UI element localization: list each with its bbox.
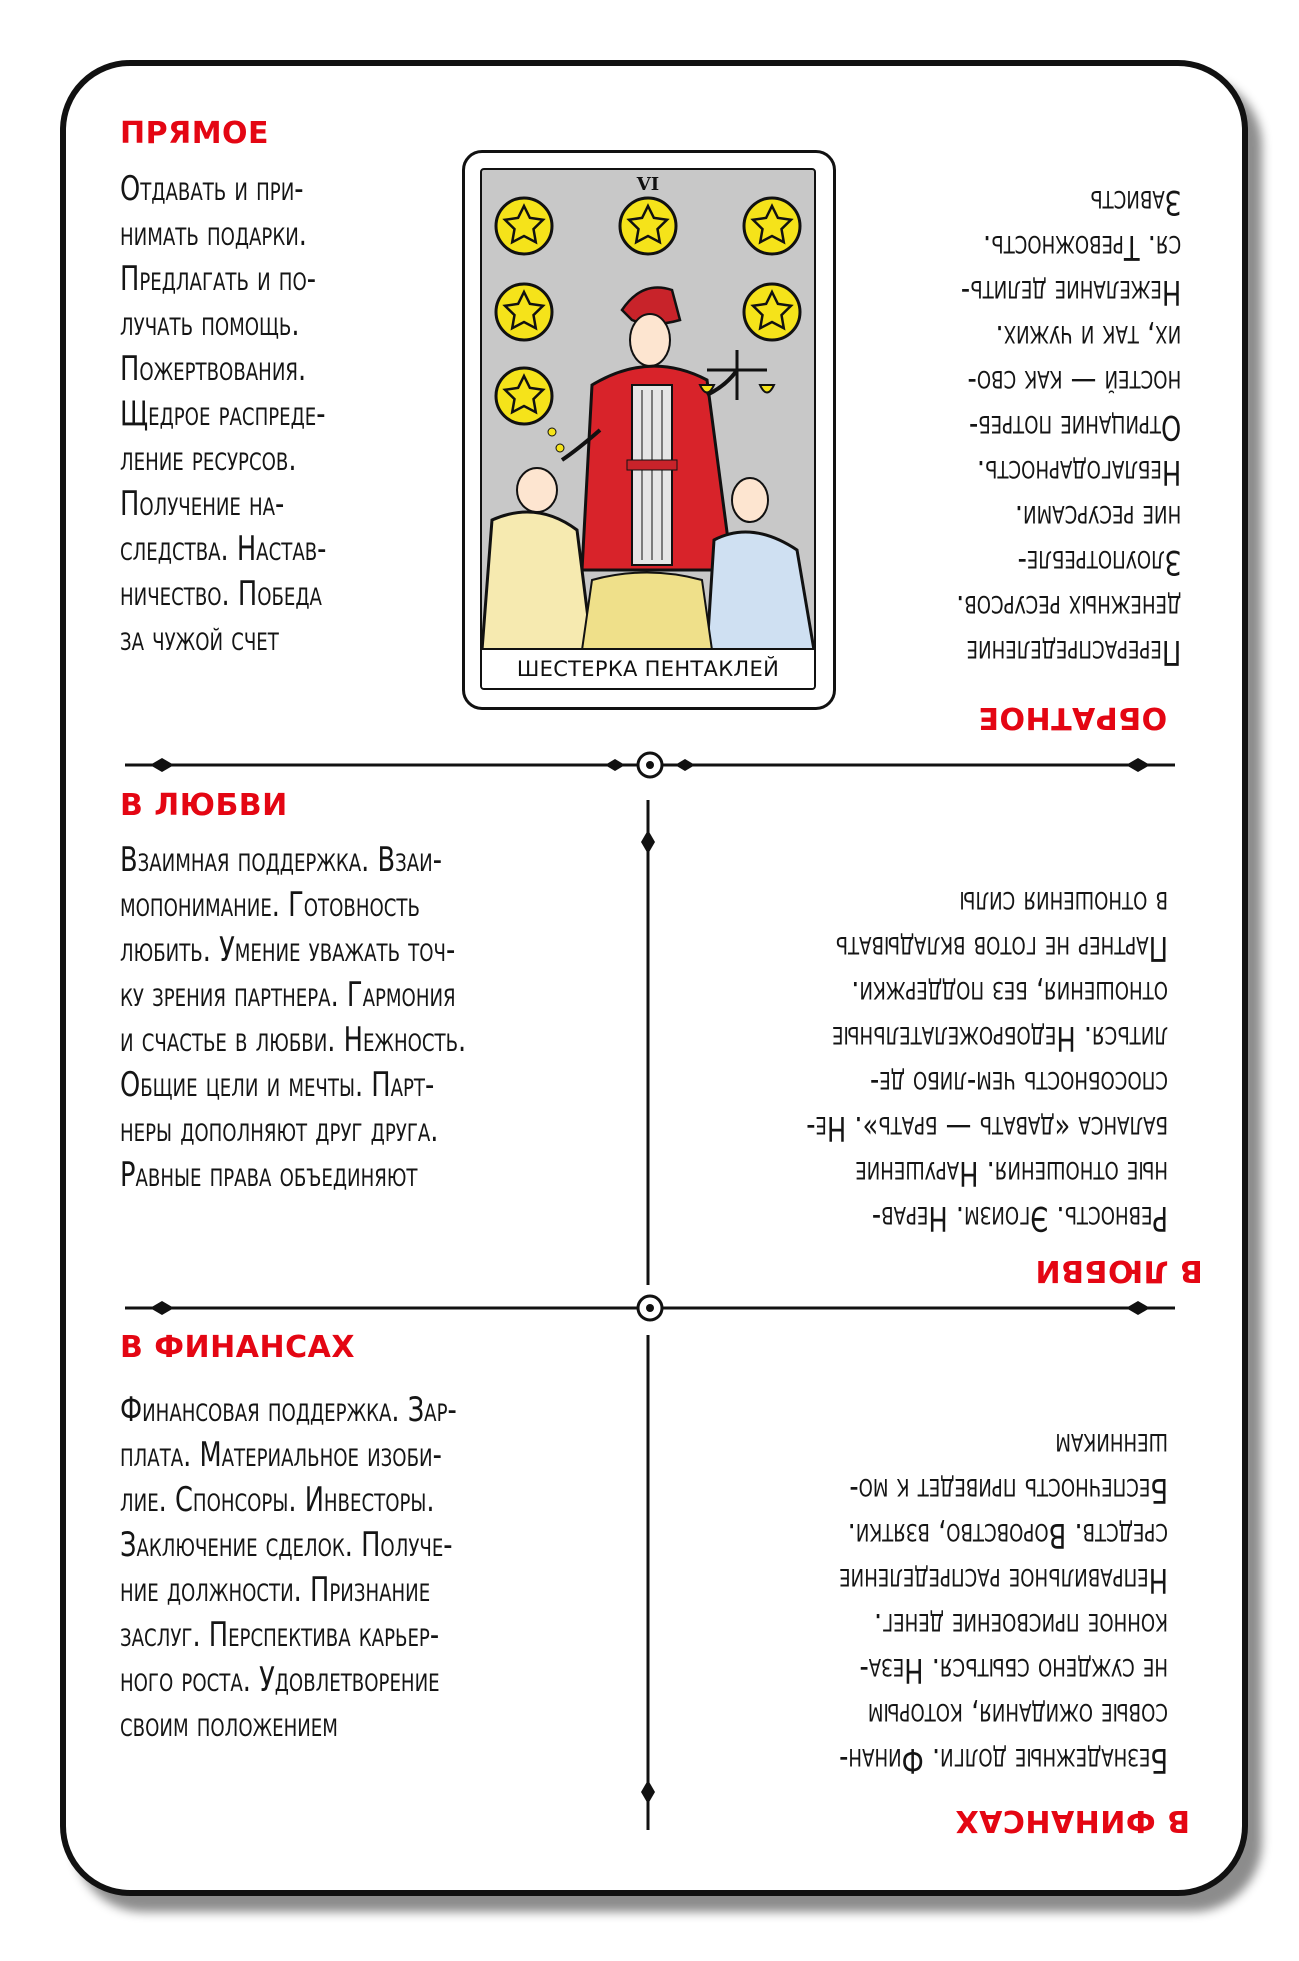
love-reversed-heading: В ЛЮБВИ bbox=[1035, 1253, 1203, 1288]
six-of-pentacles-illustration bbox=[482, 170, 814, 650]
finance-reversed-line: шенникам bbox=[1055, 1425, 1168, 1465]
upright-line: Предлагать и по- bbox=[120, 259, 317, 299]
love-heading: В ЛЮБВИ bbox=[120, 788, 288, 823]
finance-line: заслуг. Перспектива карьер- bbox=[120, 1615, 440, 1655]
finance-line: своим положением bbox=[120, 1705, 338, 1745]
upright-line: Щедрое распреде- bbox=[120, 394, 326, 434]
love-reversed-line: в отношения силы bbox=[959, 883, 1168, 923]
pentacle-icon bbox=[744, 198, 800, 254]
love-line: неры дополняют друг друга. bbox=[120, 1110, 439, 1150]
finance-line: ного роста. Удовлетворение bbox=[120, 1660, 440, 1700]
finance-line: плата. Материальное изоби- bbox=[120, 1435, 442, 1475]
reversed-line: Перераспределение bbox=[966, 632, 1182, 672]
ornament-divider-icon bbox=[115, 750, 1185, 780]
finance-text bbox=[120, 1388, 561, 1748]
reversed-line: денежных ресурсов. bbox=[956, 587, 1182, 627]
reversed-line: Нежелание делить- bbox=[960, 272, 1182, 312]
love-line: любить. Умение уважать точ- bbox=[120, 930, 456, 970]
reversed-line: Отрицание потреб- bbox=[968, 407, 1182, 447]
finance-reversed-line: Беспечность приведет к мо- bbox=[849, 1470, 1168, 1510]
love-line: Равные права объединяют bbox=[120, 1155, 418, 1195]
love-line: Общие цели и мечты. Парт- bbox=[120, 1065, 435, 1105]
finance-reversed-line: Неправильное распределение bbox=[839, 1560, 1168, 1600]
love-line: Взаимная поддержка. Взаи- bbox=[120, 840, 442, 880]
love-reversed-text bbox=[727, 855, 1168, 1240]
love-reversed-line: способность чем-либо де- bbox=[869, 1063, 1168, 1103]
tarot-card-illustration bbox=[480, 168, 816, 690]
love-line: ку зрения партнера. Гармония bbox=[120, 975, 456, 1015]
upright-line: ление ресурсов. bbox=[120, 439, 297, 479]
pentacle-icon bbox=[620, 198, 676, 254]
finance-line: Заключение сделок. Получе- bbox=[120, 1525, 453, 1565]
upright-text bbox=[120, 167, 418, 662]
love-line: и счастье в любви. Нежность. bbox=[120, 1020, 467, 1060]
upright-line: Отдавать и при- bbox=[120, 169, 304, 209]
pentacle-icon bbox=[496, 198, 552, 254]
card-numeral: VI bbox=[636, 174, 660, 195]
love-reversed-line: литься. Недоброжелательные bbox=[832, 1018, 1168, 1058]
reversed-line: Зависть bbox=[1090, 182, 1182, 222]
upright-line: нимать подарки. bbox=[120, 214, 307, 254]
finance-line: Финансовая поддержка. Зар- bbox=[120, 1390, 457, 1430]
upright-heading: ПРЯМОЕ bbox=[120, 116, 270, 151]
finance-line: лие. Спонсоры. Инвесторы. bbox=[120, 1480, 435, 1520]
love-reversed-line: ные отношения. Нарушение bbox=[855, 1153, 1168, 1193]
reversed-line: Злоупотребле- bbox=[1017, 542, 1182, 582]
love-reversed-line: баланса «давать — брать». Не- bbox=[806, 1108, 1168, 1148]
upright-line: Пожертвования. bbox=[120, 349, 307, 389]
finance-reversed-line: не суждено сбыться. Неза- bbox=[859, 1650, 1168, 1690]
reversed-text bbox=[879, 174, 1181, 674]
reversed-line: ся. Тревожность. bbox=[983, 227, 1182, 267]
upright-line: за чужой счет bbox=[120, 619, 279, 659]
upright-line: следства. Настав- bbox=[120, 529, 327, 569]
reversed-line: Неблагодарность. bbox=[976, 452, 1182, 492]
love-reversed-line: Ревность. Эгоизм. Нерав- bbox=[871, 1198, 1168, 1238]
upright-line: ничество. Победа bbox=[120, 574, 322, 614]
ornament-divider-icon bbox=[115, 1293, 1185, 1323]
vertical-ornament-icon bbox=[630, 790, 666, 1290]
finance-reversed-line: совые ожидания, которым bbox=[867, 1695, 1168, 1735]
love-text bbox=[120, 838, 561, 1198]
tarot-card bbox=[462, 150, 836, 710]
finance-heading: В ФИНАНСАХ bbox=[120, 1330, 355, 1365]
pentacle-icon bbox=[496, 284, 552, 340]
love-reversed-line: Партнер не готов вкладывать bbox=[835, 928, 1168, 968]
finance-reversed-line: средств. Воровство, взятки. bbox=[847, 1515, 1168, 1555]
pentacle-icon bbox=[496, 368, 552, 424]
love-reversed-line: отношения, без поддержки. bbox=[851, 973, 1168, 1013]
finance-reversed-heading: В ФИНАНСАХ bbox=[955, 1803, 1190, 1838]
pentacle-icon bbox=[744, 284, 800, 340]
finance-line: ние должности. Признание bbox=[120, 1570, 431, 1610]
card-caption: ШЕСТЕРКА ПЕНТАКЛЕЙ bbox=[482, 648, 814, 688]
love-line: мопонимание. Готовность bbox=[120, 885, 420, 925]
upright-line: лучать помощь. bbox=[120, 304, 300, 344]
finance-reversed-line: Безнадежные долги. Финан- bbox=[839, 1740, 1168, 1780]
reversed-heading: ОБРАТНОЕ bbox=[978, 700, 1168, 735]
finance-reversed-line: конное присвоение денег. bbox=[873, 1605, 1168, 1645]
vertical-ornament-icon bbox=[630, 1330, 666, 1840]
reversed-line: ностей — как сво- bbox=[967, 362, 1182, 402]
finance-reversed-text bbox=[727, 1402, 1168, 1782]
reversed-line: их, так и чужих. bbox=[995, 317, 1182, 357]
reversed-line: ние ресурсами. bbox=[1014, 497, 1182, 537]
upright-line: Получение на- bbox=[120, 484, 285, 524]
